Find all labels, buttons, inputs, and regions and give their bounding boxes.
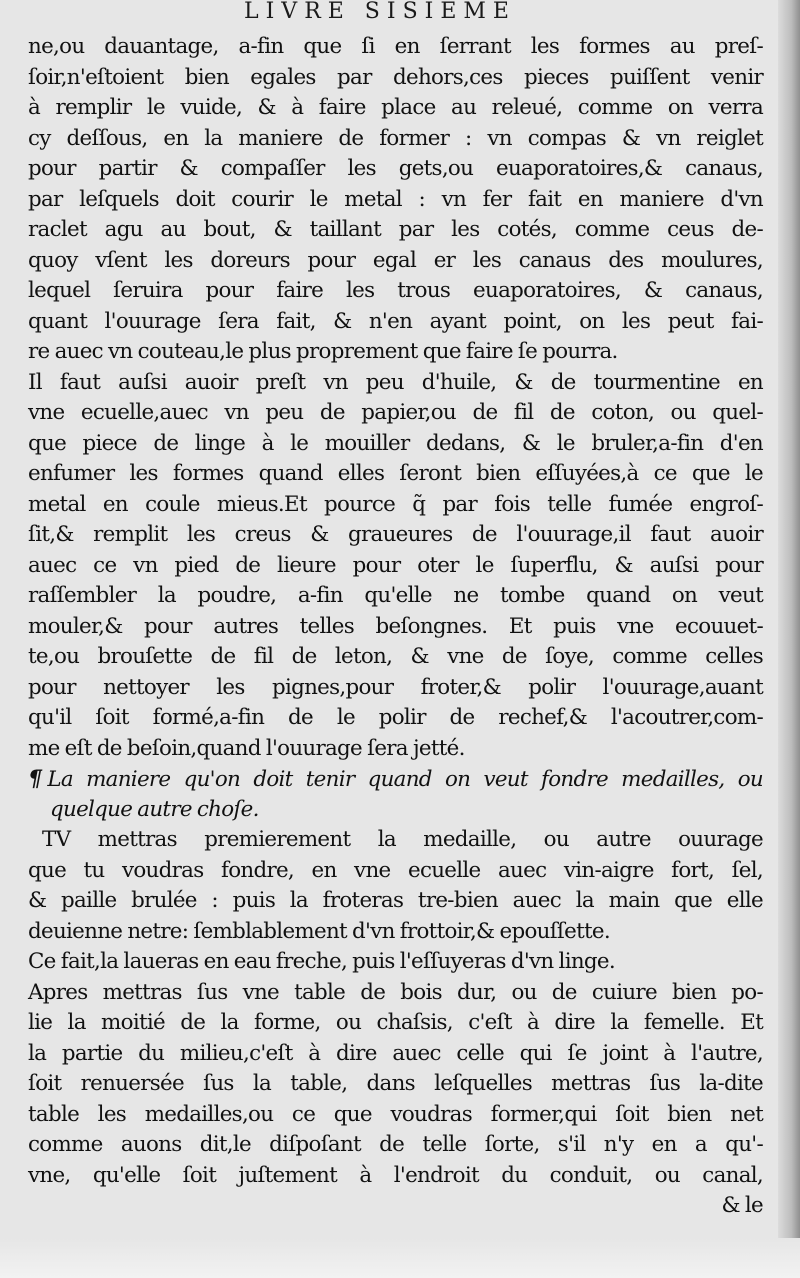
pilcrow-mark: ¶ [28,766,42,792]
text-line: lequel ſeruira pour faire les trous euaporatoires, & canaus, [28,278,763,303]
text-line: la partie du milieu,c'eſt à dire auec celle qui ſe joint à l'autre, [28,1040,763,1066]
text-line: deuienne netre: ſemblablement d'vn frottoir,& epouſſette. [28,918,610,944]
text-line: ſoir,n'eſtoient bien egales par dehors,ces pieces puiſſent venir [28,64,763,90]
text-line: re auec vn couteau,le plus proprement que faire ſe pourra. [28,339,618,364]
text-line: que piece de linge à le mouiller dedans, & le bruler,a-fin d'en [28,430,763,456]
section-heading-line [28,795,763,826]
text-line: ſit,& remplit les creus & graueures de l'ouurage,il faut auoir [28,522,763,547]
text-line: raſſembler la poudre, a-fin qu'elle ne tombe quand on veut [28,583,763,608]
text-line: me eſt de beſoin,quand l'ouurage ſera jetté. [28,735,465,761]
text-line: auec ce vn pied de lieure pour oter le ſuperflu, & auſsi pour [28,552,763,578]
running-head: LIVRE SISIEME [244,0,516,24]
text-line: enfumer les formes quand elles ſeront bien eſſuyées,à ce que le [28,461,763,486]
text-line: te,ou brouſette de fil de leton, & vne de ſoye, comme celles [28,644,763,669]
section-heading-text: quelque autre choſe. [50,796,259,822]
text-line: mouler,& pour autres telles beſongnes. Et puis vne ecouuet- [28,613,763,639]
text-line: Il faut auſsi auoir preſt vn peu d'huile, & de tourmentine en [28,369,763,395]
text-line: qu'il ſoit formé,a-fin de le polir de rechef,& l'acoutrer,com- [28,705,763,730]
page-bottom-margin [0,1238,800,1278]
text-line: par leſquels doit courir le metal : vn fer fait en maniere d'vn [28,186,763,212]
text-line: Ce fait,la laueras en eau freche, puis l'eſſuyeras d'vn linge. [28,949,615,974]
text-line: vne ecuelle,auec vn peu de papier,ou de fil de coton, ou quel- [28,400,763,425]
catchword: & le [721,1193,763,1218]
text-line: lie la moitié de la forme, ou chaſsis, c'eſt à dire la femelle. Et [28,1010,763,1035]
text-line: que tu voudras fondre, en vne ecuelle auec vin-aigre fort, ſel, [28,857,763,883]
text-line: pour nettoyer les pignes,pour froter,& polir l'ouurage,auant [28,674,763,700]
text-line: Apres mettras ſus vne table de bois dur, ou de cuiure bien po- [28,979,763,1005]
text-line: quoy vſent les doreurs pour egal er les canaus des moulures, [28,247,763,273]
text-line: ſoit renuersée ſus la table, dans leſquelles mettras ſus la-dite [28,1071,763,1096]
text-line: quant l'ouurage ſera fait, & n'en ayant point, on les peut fai- [28,308,763,334]
text-line: vne, qu'elle ſoit juſtement à l'endroit du conduit, ou canal, [28,1162,763,1188]
text-line: à remplir le vuide, & à faire place au releué, comme on verra [28,95,763,120]
page-edge-shadow [778,0,800,1278]
section-heading-text: La maniere qu'on doit tenir quand on veut fondre medailles, ou [47,767,763,792]
text-line: table les medailles,ou ce que voudras former,qui ſoit bien net [28,1101,763,1127]
text-line: cy deſſous, en la maniere de former : vn compas & vn reiglet [28,125,763,151]
text-block [28,32,763,1222]
text-line: & paille brulée : puis la froteras tre-bien auec la main que elle [28,888,763,913]
text-line: comme auons dit,le diſpoſant de telle ſorte, s'il n'y en a qu'- [28,1132,763,1157]
text-line: pour partir & compaſſer les gets,ou euaporatoires,& canaus, [28,156,763,181]
text-line: ne,ou dauantage, a-fin que ſi en ſerrant les formes au preſ- [28,34,763,59]
text-line: TV mettras premierement la medaille, ou autre ouurage [42,827,763,852]
section-heading-line [28,764,763,795]
text-line: raclet agu au bout, & taillant par les cotés, comme ceus de- [28,217,763,242]
text-line: metal en coule mieus.Et pource q̃ par fois telle fumée engroſ- [28,491,763,517]
